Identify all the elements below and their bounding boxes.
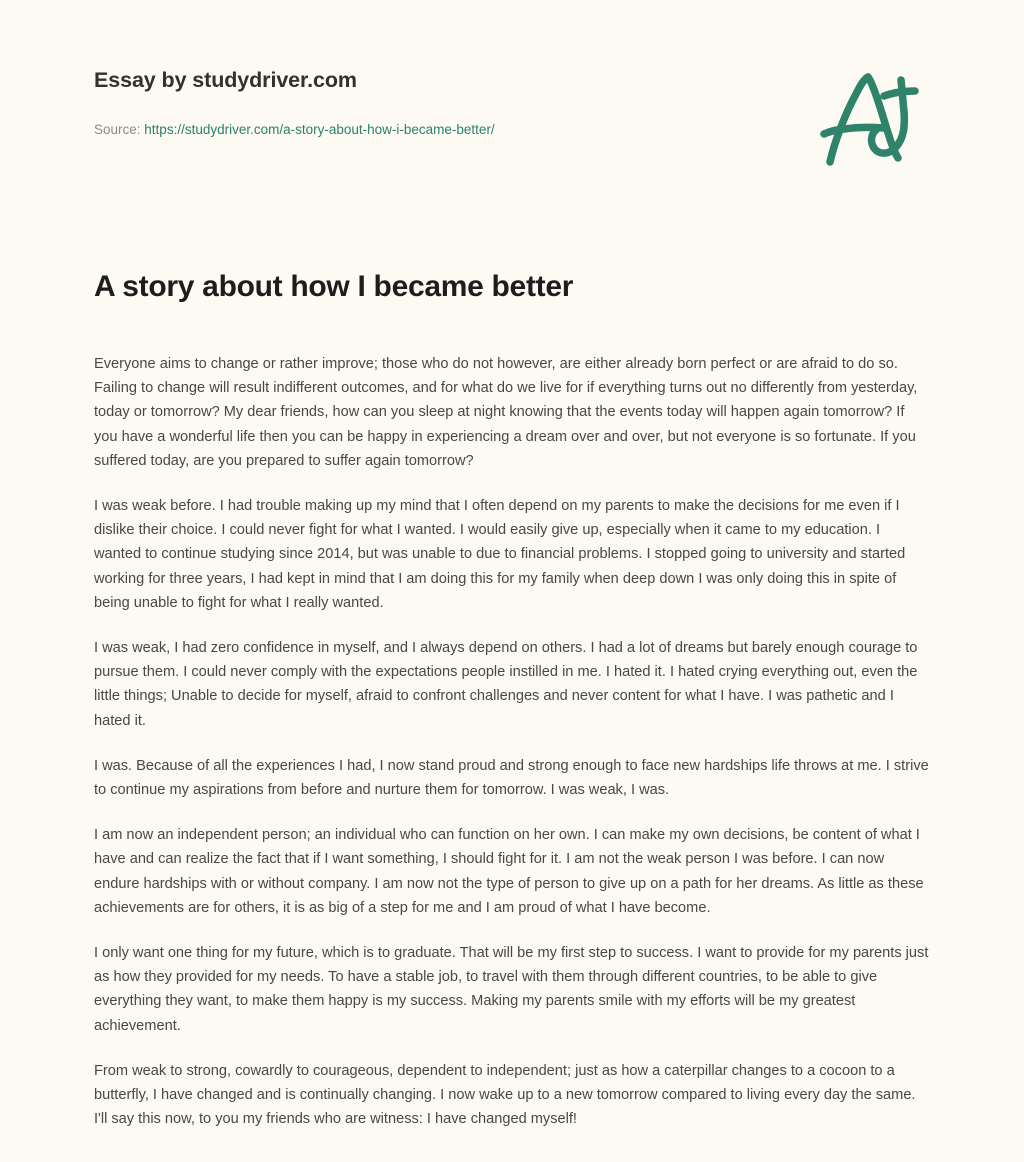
essay-body: [94, 352, 930, 1131]
byline: Essay by studydriver.com: [94, 68, 357, 92]
paragraph: I only want one thing for my future, which is to graduate. That will be my first step to success. I want to provide for my parents just as how they provided for my needs. To have a stable job, to travel with them through different countries, to be able to give everything they want, to make them happy is my success. Making my parents smile with my efforts will be my greatest achievement.: [94, 945, 929, 1034]
page-header: [0, 0, 1024, 200]
paragraph: I was weak, I had zero confidence in myself, and I always depend on others. I had a lot of dreams but barely enough courage to pursue them. I could never comply with the expectations people instilled in me. I hated it. I hated crying everything out, even the little things; Unable to decide for myself, afraid to confront challenges and never content for what I have. I was pathetic and I hated it.: [94, 640, 918, 729]
source-link[interactable]: https://studydriver.com/a-story-about-how-i-became-better/: [144, 122, 495, 137]
paragraph: I was weak before. I had trouble making up my mind that I often depend on my parents to make the decisions for me even if I dislike their choice. I could never fight for what I wanted. I would easily give up, especially when it came to my education. I wanted to continue studying since 2014, but was unable to due to financial problems. I stopped going to university and started working for three years, I had kept in mind that I am doing this for my family when deep down I was only doing this in spite of being unable to fight for what I really wanted.: [94, 498, 906, 611]
source-label: Source:: [94, 122, 141, 137]
paragraph: I am now an independent person; an individual who can function on her own. I can make my own decisions, be content of what I have and can realize the fact that if I want something, I should fight for it. I am not the weak person I was before. I can now endure hardships with or without company. I am now not the type of person to give up on a path for her dreams. As little as these achievements are for others, it is as big of a step for me and I am proud of what I have become.: [94, 827, 924, 916]
source-row: [94, 123, 495, 137]
a-plus-logo-icon: [812, 66, 928, 170]
page-title: A story about how I became better: [94, 270, 574, 304]
paragraph: Everyone aims to change or rather improve; those who do not however, are either already born perfect or are afraid to do so. Failing to change will result indifferent outcomes, and for what do we live for if everything turns out no differently from yesterday, today or tomorrow? My dear friends, how can you sleep at night knowing that the events today will happen again tomorrow? If you have a wonderful life then you can be happy in experiencing a dream over and over, but not everyone is so fortunate. If you suffered today, are you prepared to suffer again tomorrow?: [94, 356, 918, 469]
paragraph: I was. Because of all the experiences I had, I now stand proud and strong enough to face new hardships life throws at me. I strive to continue my aspirations from before and nurture them for tomorrow. I was weak, I was.: [94, 757, 929, 799]
paragraph: From weak to strong, cowardly to courageous, dependent to independent; just as how a caterpillar changes to a cocoon to a butterfly, I have changed and is continually changing. I now wake up to a new tomorrow compared to living every day the same. I'll say this now, to you my friends who are witness: I have changed myself!: [94, 1062, 916, 1128]
a-plus-logo: [812, 66, 928, 170]
